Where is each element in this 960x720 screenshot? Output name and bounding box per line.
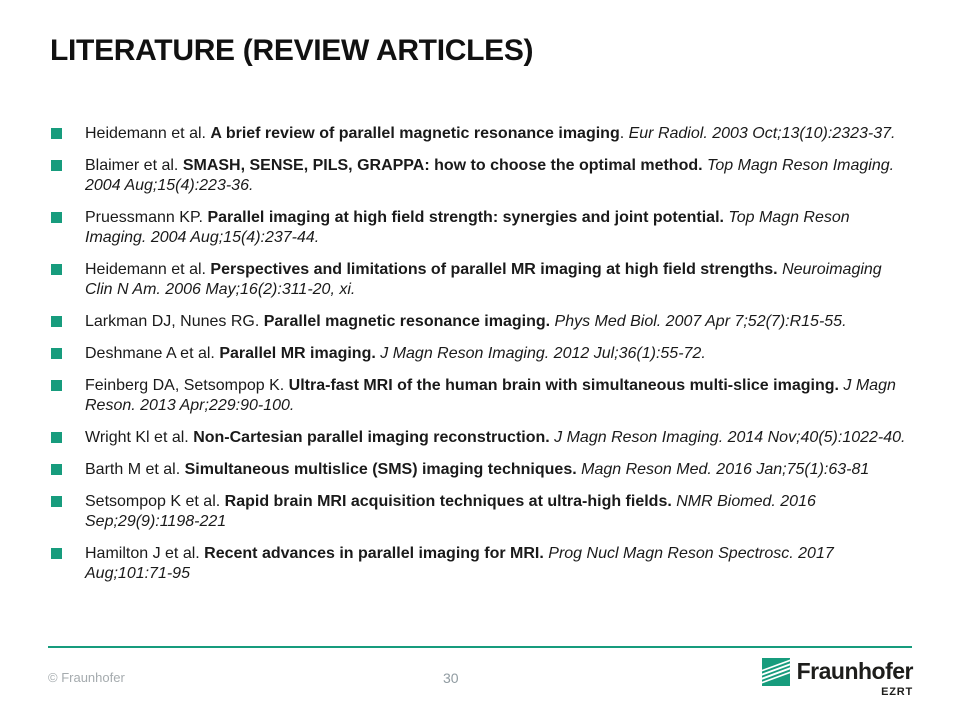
reference-item (50, 460, 912, 480)
bullet-square-icon (51, 464, 62, 475)
reference-citation: NMR Biomed. 2016 Sep;29(9):1198-221 (85, 493, 816, 530)
bullet-square-icon (51, 548, 62, 559)
reference-title: Ultra-fast MRI of the human brain with simultaneous multi-slice imaging. (288, 377, 839, 394)
reference-authors: Heidemann et al. (85, 125, 211, 142)
reference-citation: Top Magn Reson Imaging. 2004 Aug;15(4):237-44. (85, 209, 850, 246)
fraunhofer-logo (762, 658, 913, 698)
reference-authors: Barth M et al. (85, 461, 185, 478)
reference-authors: Deshmane A et al. (85, 345, 220, 362)
logo-text-block (797, 658, 913, 698)
reference-title: Perspectives and limitations of parallel MR imaging at high field strengths. (210, 261, 778, 278)
reference-title: Parallel imaging at high field strength: synergies and joint potential. (207, 209, 724, 226)
reference-item (50, 260, 912, 300)
reference-title: Rapid brain MRI acquisition techniques at ultra-high fields. (224, 493, 672, 510)
reference-authors: Feinberg DA, Setsompop K. (85, 377, 289, 394)
reference-item (50, 124, 912, 144)
reference-citation: Prog Nucl Magn Reson Spectrosc. 2017 Aug;101:71-95 (85, 545, 834, 582)
copyright-text: © Fraunhofer (48, 670, 125, 685)
reference-item (50, 376, 912, 416)
reference-item (50, 544, 912, 584)
reference-list (50, 124, 912, 596)
bullet-square-icon (51, 160, 62, 171)
bullet-square-icon (51, 316, 62, 327)
fraunhofer-emblem-icon (762, 658, 790, 686)
reference-item (50, 344, 912, 364)
bullet-square-icon (51, 380, 62, 391)
reference-item (50, 156, 912, 196)
reference-item (50, 428, 912, 448)
reference-title: SMASH, SENSE, PILS, GRAPPA: how to choose the optimal method. (182, 157, 703, 174)
logo-wordmark: Fraunhofer (796, 658, 913, 684)
bullet-square-icon (51, 496, 62, 507)
reference-citation: J Magn Reson Imaging. 2012 Jul;36(1):55-72. (380, 345, 706, 362)
reference-item (50, 492, 912, 532)
reference-title: Non-Cartesian parallel imaging reconstruction. (193, 429, 550, 446)
reference-authors: Hamilton J et al. (85, 545, 205, 562)
footer-divider (48, 646, 912, 648)
reference-citation: Top Magn Reson Imaging. 2004 Aug;15(4):223-36. (85, 157, 895, 194)
page-title: LITERATURE (REVIEW ARTICLES) (50, 34, 534, 67)
reference-authors: Wright Kl et al. (85, 429, 194, 446)
reference-title: A brief review of parallel magnetic resonance imaging (210, 125, 620, 142)
reference-authors: Larkman DJ, Nunes RG. (85, 313, 264, 330)
reference-title: Parallel magnetic resonance imaging. (263, 313, 551, 330)
reference-citation: J Magn Reson. 2013 Apr;229:90-100. (85, 377, 896, 414)
reference-title: Simultaneous multislice (SMS) imaging techniques. (184, 461, 577, 478)
reference-item (50, 312, 912, 332)
reference-citation: Phys Med Biol. 2007 Apr 7;52(7):R15-55. (554, 313, 847, 330)
reference-title: Recent advances in parallel imaging for MRI. (204, 545, 544, 562)
reference-authors: Setsompop K et al. (85, 493, 225, 510)
logo-division-label: EZRT (881, 686, 913, 698)
bullet-square-icon (51, 212, 62, 223)
bullet-square-icon (51, 432, 62, 443)
page-number: 30 (443, 670, 459, 686)
reference-authors: Blaimer et al. (85, 157, 183, 174)
reference-authors: Pruessmann KP. (85, 209, 208, 226)
reference-separator: . (619, 125, 629, 142)
reference-citation: J Magn Reson Imaging. 2014 Nov;40(5):1022-40. (554, 429, 906, 446)
reference-citation: Magn Reson Med. 2016 Jan;75(1):63-81 (581, 461, 870, 478)
reference-citation: Neuroimaging Clin N Am. 2006 May;16(2):311-20, xi. (85, 261, 882, 298)
reference-authors: Heidemann et al. (85, 261, 211, 278)
bullet-square-icon (51, 128, 62, 139)
reference-item (50, 208, 912, 248)
bullet-square-icon (51, 348, 62, 359)
reference-title: Parallel MR imaging. (219, 345, 376, 362)
bullet-square-icon (51, 264, 62, 275)
reference-citation: Eur Radiol. 2003 Oct;13(10):2323-37. (628, 125, 896, 142)
